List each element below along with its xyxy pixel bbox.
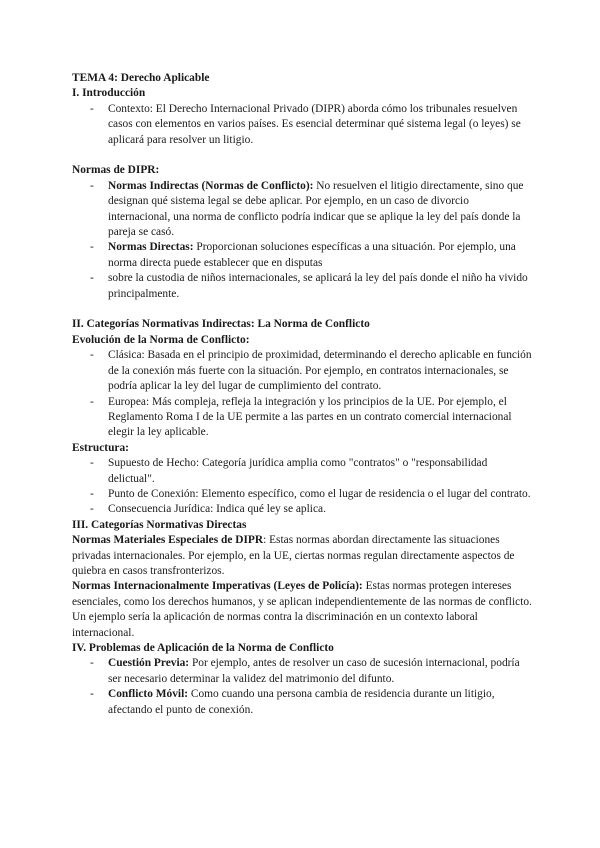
- section4-heading: IV. Problemas de Aplicación de la Norma de Conflicto: [72, 642, 334, 654]
- item-term: Conflicto Móvil:: [108, 688, 189, 701]
- spacer: [72, 302, 532, 317]
- list-item: - Clásica: Basada en el principio de proximidad, determinando el derecho aplicable en función de la conexión más fuerte con la situación. Por ejemplo, en contratos internacionales, se podría aplicar la ley del lugar de cumplimiento del contrato.: [72, 348, 532, 394]
- structure-list: [72, 456, 532, 518]
- list-item: - Supuesto de Hecho: Categoría jurídica amplia como "contratos" o "responsabilidad delictual".: [72, 456, 532, 487]
- paragraph: [72, 579, 532, 641]
- list-item: - Europea: Más compleja, refleja la integración y los principios de la UE. Por ejemplo, el Reglamento Roma I de la UE permite a las partes en un contrato comercial internacional elegir la ley aplicable.: [72, 395, 532, 441]
- paragraph-text: Estas normas protegen intereses esenciales, como los derechos humanos, y se aplican independientemente de las normas de conflicto. Un ejemplo sería la aplicación de normas contra la discriminación en un contexto laboral internacional.: [72, 580, 532, 639]
- document-title: TEMA 4: Derecho Aplicable: [72, 72, 210, 84]
- paragraph-text: : Estas normas abordan directamente las situaciones privadas internacionales. Por ejemplo, en la UE, ciertas normas regulan directamente aspectos de quiebra en casos transfronterizos.: [72, 534, 515, 577]
- intro-list: [72, 102, 532, 148]
- list-item: [72, 687, 532, 718]
- list-item: [72, 179, 532, 241]
- evolution-heading: Evolución de la Norma de Conflicto:: [72, 333, 250, 346]
- document-page: [72, 71, 532, 718]
- item-text: Proporcionan soluciones específicas a una situación. Por ejemplo, una norma directa puede establecer que en disputas: [108, 241, 516, 269]
- paragraph: [72, 533, 532, 579]
- item-term: Normas Indirectas (Normas de Conflicto):: [108, 179, 314, 192]
- section2-heading: II. Categorías Normativas Indirectas: La Norma de Conflicto: [72, 318, 370, 331]
- list-item: - Contexto: El Derecho Internacional Privado (DIPR) aborda cómo los tribunales resuelven casos con elementos en varios países. Es esencial determinar qué sistema legal (o leyes) se aplicará para resolver un litigio.: [72, 102, 532, 148]
- list-item: [72, 656, 532, 687]
- list-item: - Punto de Conexión: Elemento específico, como el lugar de residencia o el lugar del contrato.: [72, 487, 532, 502]
- normas-list: [72, 179, 532, 302]
- list-item: [72, 271, 532, 302]
- list-item: [72, 240, 532, 271]
- list-item: - Consecuencia Jurídica: Indica qué ley se aplica.: [72, 502, 532, 517]
- paragraph-term: Normas Materiales Especiales de DIPR: [72, 534, 264, 547]
- item-text: sobre la custodia de niños internacionales, se aplicará la ley del país donde el niño ha vivido principalmente.: [108, 272, 528, 300]
- section3-heading: III. Categorías Normativas Directas: [72, 518, 247, 531]
- paragraph-term: Normas Internacionalmente Imperativas (Leyes de Policía):: [72, 580, 363, 593]
- spacer: [72, 148, 532, 163]
- item-text: Por ejemplo, antes de resolver un caso de sucesión internacional, podría ser necesario determinar la validez del matrimonio del difunto.: [108, 657, 520, 685]
- item-term: Cuestión Previa:: [108, 657, 190, 670]
- intro-heading: I. Introducción: [72, 87, 146, 100]
- item-text: No resuelven el litigio directamente, sino que designan qué sistema legal se debe aplicar. Por ejemplo, en un caso de divorcio internacional, una norma de conflicto podría indicar que se aplique la ley del país donde la pareja se casó.: [108, 179, 524, 239]
- evolution-list: [72, 348, 532, 440]
- normas-heading: Normas de DIPR:: [72, 164, 160, 177]
- structure-heading: Estructura:: [72, 441, 129, 454]
- item-text: Como cuando una persona cambia de residencia durante un litigio, afectando el punto de conexión.: [108, 688, 495, 716]
- problems-list: [72, 656, 532, 718]
- item-term: Normas Directas:: [108, 241, 194, 254]
